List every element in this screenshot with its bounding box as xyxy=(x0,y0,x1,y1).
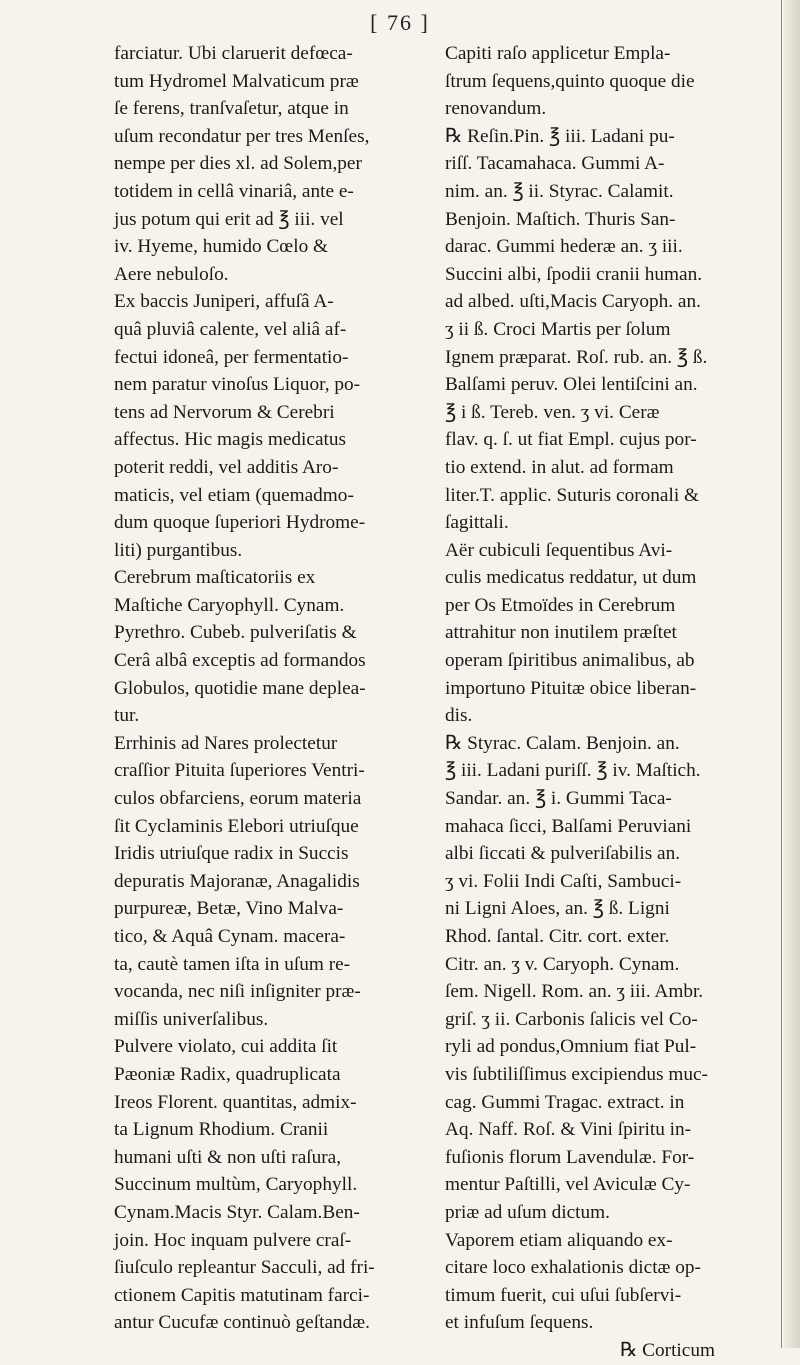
right-text-line: flav. q. ſ. ut fiat Empl. cujus por- xyxy=(445,429,697,451)
right-text-line: priæ ad uſum dictum. xyxy=(445,1201,610,1223)
left-text-line: Pulvere violato, cui addita ſit xyxy=(114,1036,338,1058)
right-text-line: culis medicatus reddatur, ut dum xyxy=(445,567,697,589)
left-text-line: ctionem Capitis matutinam farci- xyxy=(114,1284,370,1306)
right-text-line: Rhod. ſantal. Citr. cort. exter. xyxy=(445,926,670,947)
right-text-line: ſtrum ſequens,quinto quoque die xyxy=(445,70,695,92)
left-text-line: Globulos, quotidie mane deplea- xyxy=(114,677,366,699)
right-text-line: tio extend. in alut. ad formam xyxy=(445,456,674,478)
left-text-line: nempe per dies xl. ad Solem,per xyxy=(114,153,362,175)
left-text-line: jus potum qui erit ad ℥ iii. vel xyxy=(114,208,344,230)
right-text-line: griſ. ʒ ii. Carbonis ſalicis vel Co- xyxy=(445,1008,698,1030)
left-text-line: tum Hydromel Malvaticum præ xyxy=(114,70,359,92)
left-text-line: liti) purgantibus. xyxy=(114,539,243,561)
left-text-line: maticis, vel etiam (quemadmo- xyxy=(114,484,354,506)
left-text-line: Iridis utriuſque radix in Succis xyxy=(114,843,349,865)
left-text-line: Pæoniæ Radix, quadruplicata xyxy=(114,1063,341,1085)
left-text-line: totidem in cellâ vinariâ, ante e- xyxy=(114,180,354,202)
left-text-line: Ireos Florent. quantitas, admix- xyxy=(114,1091,357,1113)
left-text-line: antur Cucufæ continuò geſtandæ. xyxy=(114,1312,370,1334)
left-text-line: miſſis univerſalibus. xyxy=(114,1008,269,1030)
left-text-line: Ex baccis Juniperi, affuſâ A- xyxy=(114,291,334,313)
page-number: [ 76 ] xyxy=(370,10,430,35)
left-text-line: Cerâ albâ exceptis ad formandos xyxy=(114,650,366,672)
right-text-line: fuſionis florum Lavendulæ. For- xyxy=(445,1146,695,1168)
left-text-line: ſe ferens, tranſvaſetur, atque in xyxy=(114,98,349,120)
right-text-line: Sandar. an. ℥ i. Gummi Taca- xyxy=(445,788,672,810)
catchword: ℞ Corticum xyxy=(620,1339,715,1361)
right-text-line: timum fuerit, cui uſui ſubſervi- xyxy=(445,1284,682,1306)
left-text-line: ta Lignum Rhodium. Cranii xyxy=(114,1119,329,1141)
right-text-line: albi ſiccati & pulveriſabilis an. xyxy=(445,843,681,865)
right-text-line: et infuſum ſequens. xyxy=(445,1312,594,1334)
page-edge-shadow xyxy=(784,0,800,1348)
left-text-line: Maſtiche Caryophyll. Cynam. xyxy=(114,594,345,616)
right-text-line: Aër cubiculi ſequentibus Avi- xyxy=(445,539,673,561)
right-text-line: ℥ i ß. Tereb. ven. ʒ vi. Ceræ xyxy=(445,401,660,423)
right-text-line: cag. Gummi Tragac. extract. in xyxy=(445,1091,685,1113)
right-text-line: Citr. an. ʒ v. Caryoph. Cynam. xyxy=(445,953,680,975)
right-text-line: ad albed. uſti,Macis Caryoph. an. xyxy=(445,291,701,313)
right-text-line: vis ſubtiliſſimus excipiendus muc- xyxy=(445,1063,708,1085)
left-text-line: join. Hoc inquam pulvere craſ- xyxy=(114,1229,352,1251)
left-text-line: depuratis Majoranæ, Anagalidis xyxy=(114,870,360,892)
right-text-line: Balſami peruv. Olei lentiſcini an. xyxy=(445,374,698,396)
left-text-line: iv. Hyeme, humido Cœlo & xyxy=(114,236,329,258)
left-text-line: Pyrethro. Cubeb. pulveriſatis & xyxy=(114,622,357,644)
right-text-line: liter.T. applic. Suturis coronali & xyxy=(445,484,699,506)
right-text-line: ryli ad pondus,Omnium fiat Pul- xyxy=(445,1036,697,1058)
left-column xyxy=(114,40,405,1337)
right-text-line: Benjoin. Maſtich. Thuris San- xyxy=(445,208,676,230)
left-text-line: ſiuſculo repleantur Sacculi, ad fri- xyxy=(114,1257,375,1279)
right-text-line: per Os Etmoïdes in Cerebrum xyxy=(445,594,676,616)
right-text-line: Capiti raſo applicetur Empla- xyxy=(445,43,671,64)
left-text-line: affectus. Hic magis medicatus xyxy=(114,429,347,451)
left-text-line: Cynam.Macis Styr. Calam.Ben- xyxy=(114,1201,360,1223)
right-text-line: citare loco exhalationis dictæ op- xyxy=(445,1257,701,1279)
right-text-line: Ignem præparat. Roſ. rub. an. ℥ ß. xyxy=(445,346,708,368)
right-text-line: ℞ Styrac. Calam. Benjoin. an. xyxy=(445,732,680,754)
right-text-line: nim. an. ℥ ii. Styrac. Calamit. xyxy=(445,180,674,202)
right-text-line: riſſ. Tacamahaca. Gummi A- xyxy=(445,153,665,175)
right-text-line: dis. xyxy=(445,705,473,727)
right-text-line: attrahitur non inutilem præſtet xyxy=(445,622,677,644)
left-text-line: Succinum multùm, Caryophyll. xyxy=(114,1174,358,1196)
right-text-line: importuno Pituitæ obice liberan- xyxy=(445,677,697,699)
right-text-line: mentur Paſtilli, vel Aviculæ Cy- xyxy=(445,1174,691,1196)
left-text-line: poterit reddi, vel additis Aro- xyxy=(114,456,339,478)
left-text-line: Errhinis ad Nares prolectetur xyxy=(114,732,338,754)
left-text-line: uſum recondatur per tres Menſes, xyxy=(114,125,370,147)
left-text-line: culos obfarciens, eorum materia xyxy=(114,788,362,810)
left-text-line: Cerebrum maſticatoriis ex xyxy=(114,567,316,589)
right-text-line: mahaca ſicci, Balſami Peruviani xyxy=(445,815,692,837)
left-text-line: tur. xyxy=(114,705,140,727)
right-column xyxy=(445,40,741,1365)
right-text-line: ʒ ii ß. Croci Martis per ſolum xyxy=(445,318,671,340)
right-text-line: ʒ vi. Folii Indi Caſti, Sambuci- xyxy=(445,870,682,892)
left-text-line: quâ pluviâ calente, vel aliâ af- xyxy=(114,318,347,340)
left-text-line: tico, & Aquâ Cynam. macera- xyxy=(114,926,346,947)
right-text-line: Vaporem etiam aliquando ex- xyxy=(445,1229,673,1251)
left-text-line: ta, cautè tamen iſta in uſum re- xyxy=(114,953,351,975)
page-edge-rule xyxy=(781,0,782,1348)
left-text-line: craſſior Pituita ſuperiores Ventri- xyxy=(114,760,365,782)
left-text-line: vocanda, nec niſi inſigniter præ- xyxy=(114,981,361,1003)
right-text-line: ni Ligni Aloes, an. ℥ ß. Ligni xyxy=(445,898,670,920)
left-text-line: purpureæ, Betæ, Vino Malva- xyxy=(114,898,344,920)
right-text-line: ℞ Reſin.Pin. ℥ iii. Ladani pu- xyxy=(445,125,675,147)
right-text-line: ſagittali. xyxy=(445,512,509,534)
left-text-line: humani uſti & non uſti raſura, xyxy=(114,1146,342,1168)
left-text-line: dum quoque ſuperiori Hydrome- xyxy=(114,512,366,534)
right-text-line: ℥ iii. Ladani puriſſ. ℥ iv. Maſtich. xyxy=(445,760,701,782)
left-text-line: nem paratur vinoſus Liquor, po- xyxy=(114,374,361,396)
left-text-line: farciatur. Ubi claruerit defœca- xyxy=(114,43,353,64)
right-text-line: ſem. Nigell. Rom. an. ʒ iii. Ambr. xyxy=(445,981,704,1003)
left-text-line: Aere nebuloſo. xyxy=(114,263,229,285)
right-text xyxy=(445,40,741,1337)
right-text-line: darac. Gummi hederæ an. ʒ iii. xyxy=(445,236,683,258)
right-text-line: Succini albi, ſpodii cranii human. xyxy=(445,263,703,285)
right-text-line: operam ſpiritibus animalibus, ab xyxy=(445,650,695,672)
left-text-line: ſit Cyclaminis Elebori utriuſque xyxy=(114,815,359,837)
left-text-line: tens ad Nervorum & Cerebri xyxy=(114,401,335,423)
right-text-line: renovandum. xyxy=(445,98,547,120)
left-text xyxy=(114,40,405,1337)
right-text-line: Aq. Naff. Roſ. & Vini ſpiritu in- xyxy=(445,1119,692,1141)
left-text-line: fectui idoneâ, per fermentatio- xyxy=(114,346,349,368)
